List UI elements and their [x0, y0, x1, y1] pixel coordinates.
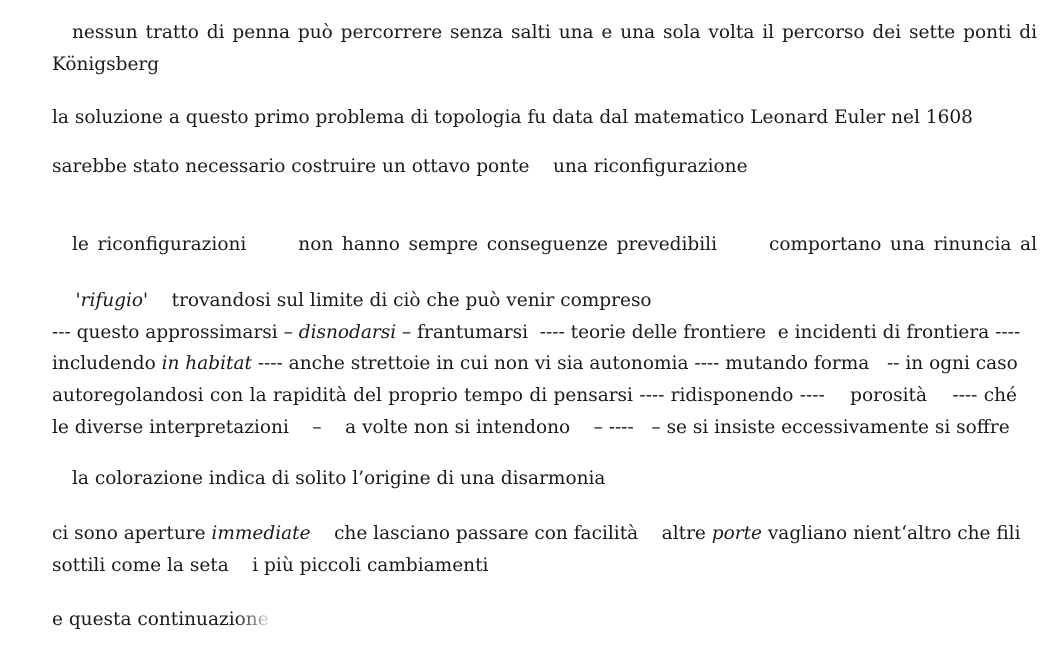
p5-l2-b: ---- anche strettoie in cui non vi sia autonomia ---- mutando forma -- in ogni caso — [251, 353, 1018, 374]
paragraph-5-line-2 — [52, 352, 1017, 376]
p8-solid: e questa continua — [52, 609, 219, 630]
paragraph-2: la soluzione a questo primo problema di topologia fu data dal matematico Leonard Euler nel 1608 — [52, 107, 973, 128]
porte-italic: porte — [711, 523, 762, 544]
disnodarsi-italic: disnodarsi — [298, 322, 397, 343]
paragraph-5-line-4: le diverse interpretazioni – a volte non si intendono – ---- – se si insiste eccessivamente si soffre — [52, 417, 1010, 438]
immediate-italic: immediate — [211, 523, 311, 544]
paragraph-1-line-1: nessun tratto di penna può percorrere senza salti una e una sola volta il percorso dei sette ponti di — [72, 22, 1037, 43]
p7-l1-b: che lasciano passare con facilità altre — [310, 523, 712, 544]
p7-l1-a: ci sono aperture — [52, 523, 212, 544]
paragraph-5-line-1 — [52, 321, 1021, 345]
paragraph-4-line-1: le riconfigurazioni non hanno sempre conseguenze prevedibili comportano una rinuncia al — [72, 234, 1037, 255]
paragraph-7-line-1 — [52, 522, 1021, 546]
rifugio-italic: 'rifugio' — [75, 290, 149, 311]
paragraph-8 — [52, 608, 269, 632]
p5-l1-a: --- questo approssimarsi – — [52, 322, 299, 343]
paragraph-1-line-2: Königsberg — [52, 54, 160, 75]
p8-faded: zione — [219, 609, 269, 630]
paragraph-5-line-3: autoregolandosi con la rapidità del proprio tempo di pensarsi ---- ridisponendo ---- porosità ---- ché — [52, 385, 1017, 406]
paragraph-3: sarebbe stato necessario costruire un ottavo ponte una riconfigurazione — [52, 156, 748, 177]
in-habitat-italic: in habitat — [161, 353, 252, 374]
paragraph-4-line-2-rest: trovandosi sul limite di ciò che può venir compreso — [148, 290, 652, 311]
paragraph-7-line-2: sottili come la seta i più piccoli cambiamenti — [52, 555, 489, 576]
p7-l1-c: vagliano nient‘altro che fili — [761, 523, 1021, 544]
p5-l2-a: includendo — [52, 353, 162, 374]
paragraph-6: la colorazione indica di solito l’origine di una disarmonia — [72, 468, 606, 489]
p5-l1-b: – frantumarsi ---- teorie delle frontiere e incidenti di frontiera ---- — [396, 322, 1021, 343]
